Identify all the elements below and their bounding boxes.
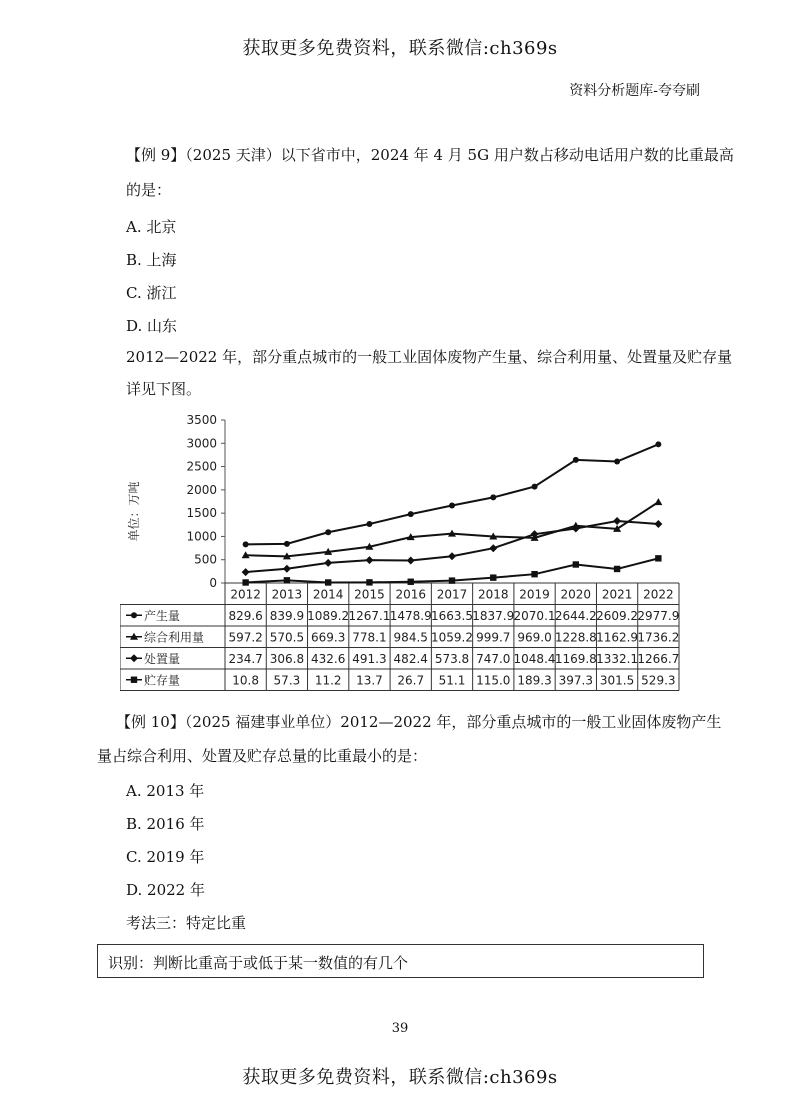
data-point-2	[489, 544, 497, 552]
y-tick-label: 1500	[186, 506, 217, 521]
data-label-0: 2070.1	[513, 609, 556, 623]
x-tick-label: 2012	[230, 587, 261, 602]
data-label-0: 1837.9	[472, 609, 515, 623]
data-point-2	[324, 559, 332, 567]
data-label-3: 301.5	[599, 673, 635, 688]
data-point-3	[614, 566, 620, 572]
data-label-1: 969.0	[517, 630, 552, 645]
y-tick-label: 0	[209, 576, 217, 590]
data-label-0: 2977.9	[637, 609, 680, 623]
legend-marker-0	[131, 612, 137, 618]
example9-option-b: B. 上海	[126, 251, 177, 269]
data-label-0: 2644.2	[554, 609, 597, 623]
data-label-3: 189.3	[517, 673, 552, 688]
data-label-3: 529.3	[641, 673, 676, 688]
method-title: 考法三：特定比重	[126, 914, 247, 932]
legend-marker-3	[131, 677, 137, 683]
y-tick-label: 1000	[186, 529, 217, 544]
legend-marker-2	[130, 654, 138, 662]
data-label-2: 747.0	[476, 652, 511, 666]
y-axis-label: 单位：万吨	[127, 481, 141, 542]
data-point-2	[448, 552, 456, 560]
intro-line2: 详见下图。	[126, 380, 202, 398]
data-point-0	[655, 441, 661, 447]
data-label-3: 397.3	[558, 673, 593, 688]
series-line-1	[246, 502, 659, 556]
data-point-0	[490, 494, 496, 500]
data-label-2: 1266.7	[637, 652, 680, 666]
y-tick-label: 3500	[186, 413, 217, 427]
data-point-0	[325, 529, 331, 535]
data-point-0	[532, 484, 538, 490]
example10-option-b: B. 2016 年	[126, 815, 205, 833]
y-tick-label: 2000	[186, 482, 217, 497]
data-label-2: 234.7	[228, 652, 263, 666]
data-label-0: 1267.1	[348, 609, 391, 623]
data-label-2: 573.8	[434, 652, 470, 666]
data-label-2: 482.4	[393, 652, 428, 666]
data-label-1: 570.5	[269, 630, 305, 645]
legend-label-3: 贮存量	[144, 673, 181, 688]
data-point-0	[366, 521, 372, 527]
data-point-2	[242, 568, 250, 576]
data-point-3	[573, 561, 579, 567]
data-point-3	[655, 555, 661, 561]
y-tick-label: 500	[194, 552, 217, 567]
data-point-3	[325, 579, 331, 585]
data-label-2: 1332.1	[596, 652, 639, 666]
data-point-2	[365, 556, 373, 564]
intro-line1: 2012—2022 年，部分重点城市的一般工业固体废物产生量、综合利用量、处置量及贮存量	[126, 348, 733, 366]
data-label-2: 491.3	[352, 652, 387, 666]
y-tick-label: 2500	[186, 459, 217, 474]
example10-line1: 【例 10】（2025 福建事业单位）2012—2022 年，部分重点城市的一般工业固体废物产生	[116, 713, 722, 731]
data-label-1: 597.2	[228, 630, 263, 645]
legend-label-0: 产生量	[144, 609, 181, 623]
data-label-3: 26.7	[397, 673, 425, 688]
series-line-2	[246, 521, 659, 572]
example10-option-a: A. 2013 年	[126, 782, 205, 800]
data-point-1	[654, 498, 662, 505]
data-label-3: 115.0	[476, 673, 511, 688]
example9-option-a: A. 北京	[126, 218, 177, 236]
example10-option-c: C. 2019 年	[126, 848, 205, 866]
data-label-3: 10.8	[232, 673, 259, 688]
x-tick-label: 2015	[354, 587, 385, 602]
x-tick-label: 2016	[395, 587, 427, 602]
top-banner: 获取更多免费资料，联系微信:ch369s	[242, 38, 558, 59]
data-point-0	[449, 503, 455, 509]
identify-box: 识别：判断比重高于或低于某一数值的有几个	[97, 944, 704, 978]
data-label-3: 51.1	[438, 673, 466, 688]
data-label-1: 669.3	[311, 630, 346, 645]
data-point-2	[407, 557, 415, 565]
data-label-1: 1736.2	[637, 630, 680, 645]
data-point-3	[242, 579, 248, 585]
data-label-0: 1478.9	[389, 609, 432, 623]
legend-label-2: 处置量	[144, 652, 181, 666]
example10-line2: 量占综合利用、处置及贮存总量的比重最小的是：	[97, 747, 428, 765]
example10-option-d: D. 2022 年	[126, 881, 205, 899]
data-point-2	[654, 520, 662, 528]
x-tick-label: 2018	[477, 587, 509, 602]
example9-line2: 的是：	[126, 181, 172, 199]
data-point-2	[613, 517, 621, 525]
waste-line-chart	[120, 408, 690, 700]
data-point-0	[614, 458, 620, 464]
series-line-0	[246, 444, 659, 544]
data-label-0: 1663.5	[431, 609, 473, 623]
data-label-1: 778.1	[352, 630, 387, 645]
x-tick-label: 2013	[271, 587, 303, 602]
data-label-2: 432.6	[311, 652, 346, 666]
data-label-1: 1059.2	[431, 630, 473, 645]
data-label-2: 1048.4	[513, 652, 556, 666]
example9-option-d: D. 山东	[126, 317, 178, 335]
data-label-1: 1228.8	[554, 630, 597, 645]
data-point-3	[284, 577, 290, 583]
data-label-3: 57.3	[273, 673, 301, 688]
data-point-3	[490, 574, 496, 580]
data-point-0	[408, 511, 414, 517]
x-tick-label: 2019	[519, 587, 550, 602]
x-tick-label: 2017	[436, 587, 468, 602]
data-point-0	[284, 541, 290, 547]
data-point-2	[283, 565, 291, 573]
data-point-3	[408, 579, 414, 585]
x-tick-label: 2014	[312, 587, 344, 602]
legend-label-1: 综合利用量	[144, 630, 205, 645]
data-label-0: 829.6	[228, 609, 263, 623]
data-label-3: 13.7	[356, 673, 383, 688]
y-tick-label: 3000	[186, 436, 217, 451]
data-label-2: 1169.8	[554, 652, 597, 666]
data-label-0: 839.9	[269, 609, 305, 623]
example9-option-c: C. 浙江	[126, 284, 177, 302]
x-tick-label: 2020	[560, 587, 592, 602]
header-right-title: 资料分析题库-夸夸刷	[569, 83, 700, 99]
bottom-banner: 获取更多免费资料，联系微信:ch369s	[242, 1067, 558, 1088]
data-label-0: 1089.2	[307, 609, 350, 623]
data-label-3: 11.2	[314, 673, 342, 688]
data-label-2: 306.8	[269, 652, 305, 666]
data-label-1: 984.5	[393, 630, 428, 645]
data-label-1: 999.7	[476, 630, 511, 645]
data-label-1: 1162.9	[596, 630, 639, 645]
data-label-0: 2609.2	[596, 609, 639, 623]
x-tick-label: 2022	[643, 587, 674, 602]
data-point-0	[573, 457, 579, 463]
example9-line1: 【例 9】（2025 天津）以下省市中，2024 年 4 月 5G 用户数占移动电话用户数的比重最高	[126, 146, 734, 164]
data-point-0	[243, 541, 249, 547]
x-tick-label: 2021	[601, 587, 633, 602]
data-point-3	[531, 571, 537, 577]
data-point-3	[366, 579, 372, 585]
page-number: 39	[391, 1021, 409, 1036]
data-point-3	[449, 577, 455, 583]
